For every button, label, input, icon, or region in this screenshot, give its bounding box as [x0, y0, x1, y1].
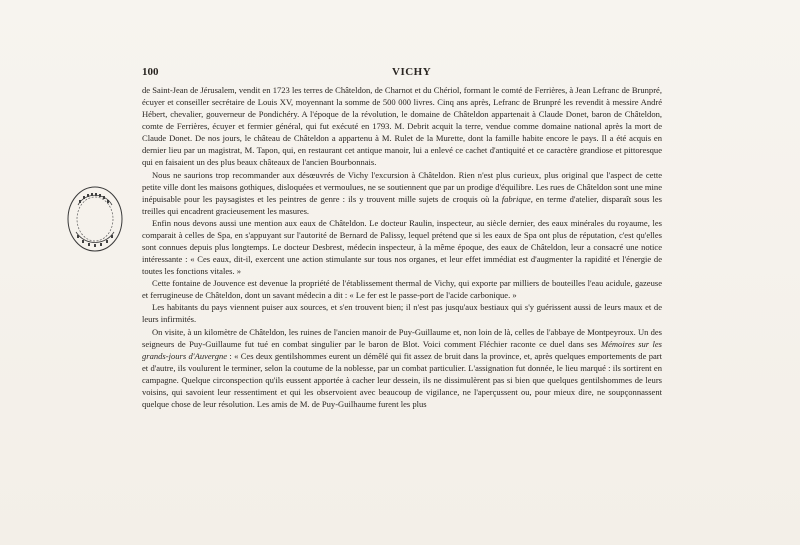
paragraph-1	[142, 84, 662, 169]
page-number: 100	[142, 66, 159, 78]
paragraph-3	[142, 217, 662, 277]
page-header	[142, 66, 662, 82]
paragraph-6-text-before: On visite, à un kilomètre de Châteldon, les ruines de l'ancien manoir de Puy-Guillaume et, non loin de là, celles de l'abbaye de Montpeyroux. Un des seigneurs de Puy-Guillaume fut tué en combat singulier par le baron de Blot. Voici comment Fléchier raconte ce duel dans ses	[142, 326, 662, 349]
running-title: VICHY	[392, 66, 432, 78]
paragraph-6-italic: Mémoires sur les grands-jours d'Auvergne	[142, 338, 662, 361]
paragraph-2-text-before: Nous ne saurions trop recommander aux désœuvrés de Vichy l'excursion à Châteldon. Rien n'est plus curieux, plus original que l'aspect de cette petite ville dont les maisons gothiques, disloquées et vermoulues, ne se soutiennent que par un prodige d'équilibre. Les rues de Châteldon sont une mine inépuisable pour les paysagistes et les peintres de genre : ils y trouvent mille sujets de croquis où la	[142, 169, 662, 204]
paragraph-4	[142, 277, 662, 301]
paragraph-5	[142, 301, 662, 325]
library-stamp	[63, 180, 127, 258]
paragraph-6-text-after: : « Ces deux gentilshommes eurent un démêlé qui fit assez de bruit dans la province, et, après quelques emportements de part et d'autre, ils voulurent le terminer, selon la coutume de la noblesse, par un combat particulier. L'assignation fut donnée, le lieu marqué : ils sortirent en campagne. Quelque circonspection qu'ils eussent apportée à cacher leur dessein, ils ne dissimulèrent pas si bien que quelques gentilshommes de leurs voisins, qui savoient leur ressentiment et qui les observoient avec beaucoup de vigilance, ne l'aperçussent ou, pour mieux dire, ne soupçonnassent quelque chose de leur résolution. Les amis de M. de Puy-Guilhaume furent les plus	[142, 350, 662, 410]
paragraph-3-text: Enfin nous devons aussi une mention aux eaux de Châteldon. Le docteur Raulin, inspecteur, au siècle dernier, des eaux minérales du royaume, les comparait à celles de Spa, en s'appuyant sur l'autorité de Bernard de Palissy, lequel prétend que si les eaux de Spa ont plus de réputation, c'est qu'elles sont connues depuis plus longtemps. Le docteur Desbrest, médecin inspecteur, à la même époque, des eaux de Châteldon, leur a consacré une notice intéressante : « Ces eaux, dit-il, exercent une action stimulante sur tous nos organes, et leur effet immédiat est d'augmenter la rapidité et l'énergie de toutes les fonctions vitales. »	[142, 217, 662, 277]
body-text	[142, 84, 662, 454]
paragraph-2-italic: fabrique	[501, 193, 531, 204]
paragraph-1-text: de Saint-Jean de Jérusalem, vendit en 1723 les terres de Châteldon, de Charnot et du Chériol, formant le comté de Ferrières, à Jean Lefranc de Brunpré, écuyer et conseiller secrétaire de Louis XV, moyennant la somme de 500 000 livres. Cinq ans après, Lefranc de Brunpré les revendit à messire André Hébert, chevalier, gouverneur de Pondichéry. A l'époque de la révolution, le domaine de Châteldon appartenait à Claude Donet, baron de Châteldon, comte de Ferrières, écuyer et fermier général, qui fut exécuté en 1793. M. Debrit acquit la terre, vendue comme domaine national après la mort de Claude Donet. De nos jours, le château de Châteldon a appartenu à M. Rulet de la Murette, dont la famille habite encore le pays. Il a été acquis en dernier lieu par un magistrat, M. Tapon, qui, en restaurant cet antique manoir, lui a enlevé ce cachet d'antiquité et ce caractère grandiose et pittoresque qui en faisaient un des plus beaux châteaux de l'ancien Bourbonnais.	[142, 85, 662, 168]
paragraph-6	[142, 326, 662, 411]
paragraph-2-text-after: , en terme d'atelier, disparaît sous les treilles qui encadrent gracieusement les masures.	[142, 193, 662, 216]
paragraph-4-text: Cette fontaine de Jouvence est devenue la propriété de l'établissement thermal de Vichy, qui exporte par milliers de bouteilles l'eau acidule, gazeuse et ferrugineuse de Châteldon, dont un savant médecin a dit : « Le fer est le passe-port de l'acide carbonique. »	[142, 278, 662, 301]
paragraph-5-text: Les habitants du pays viennent puiser aux sources, et s'en trouvent bien; il n'est pas jusqu'aux bestiaux qui s'y guérissent aussi de leurs maux et de leurs infirmités.	[142, 302, 662, 325]
paragraph-2	[142, 169, 662, 217]
